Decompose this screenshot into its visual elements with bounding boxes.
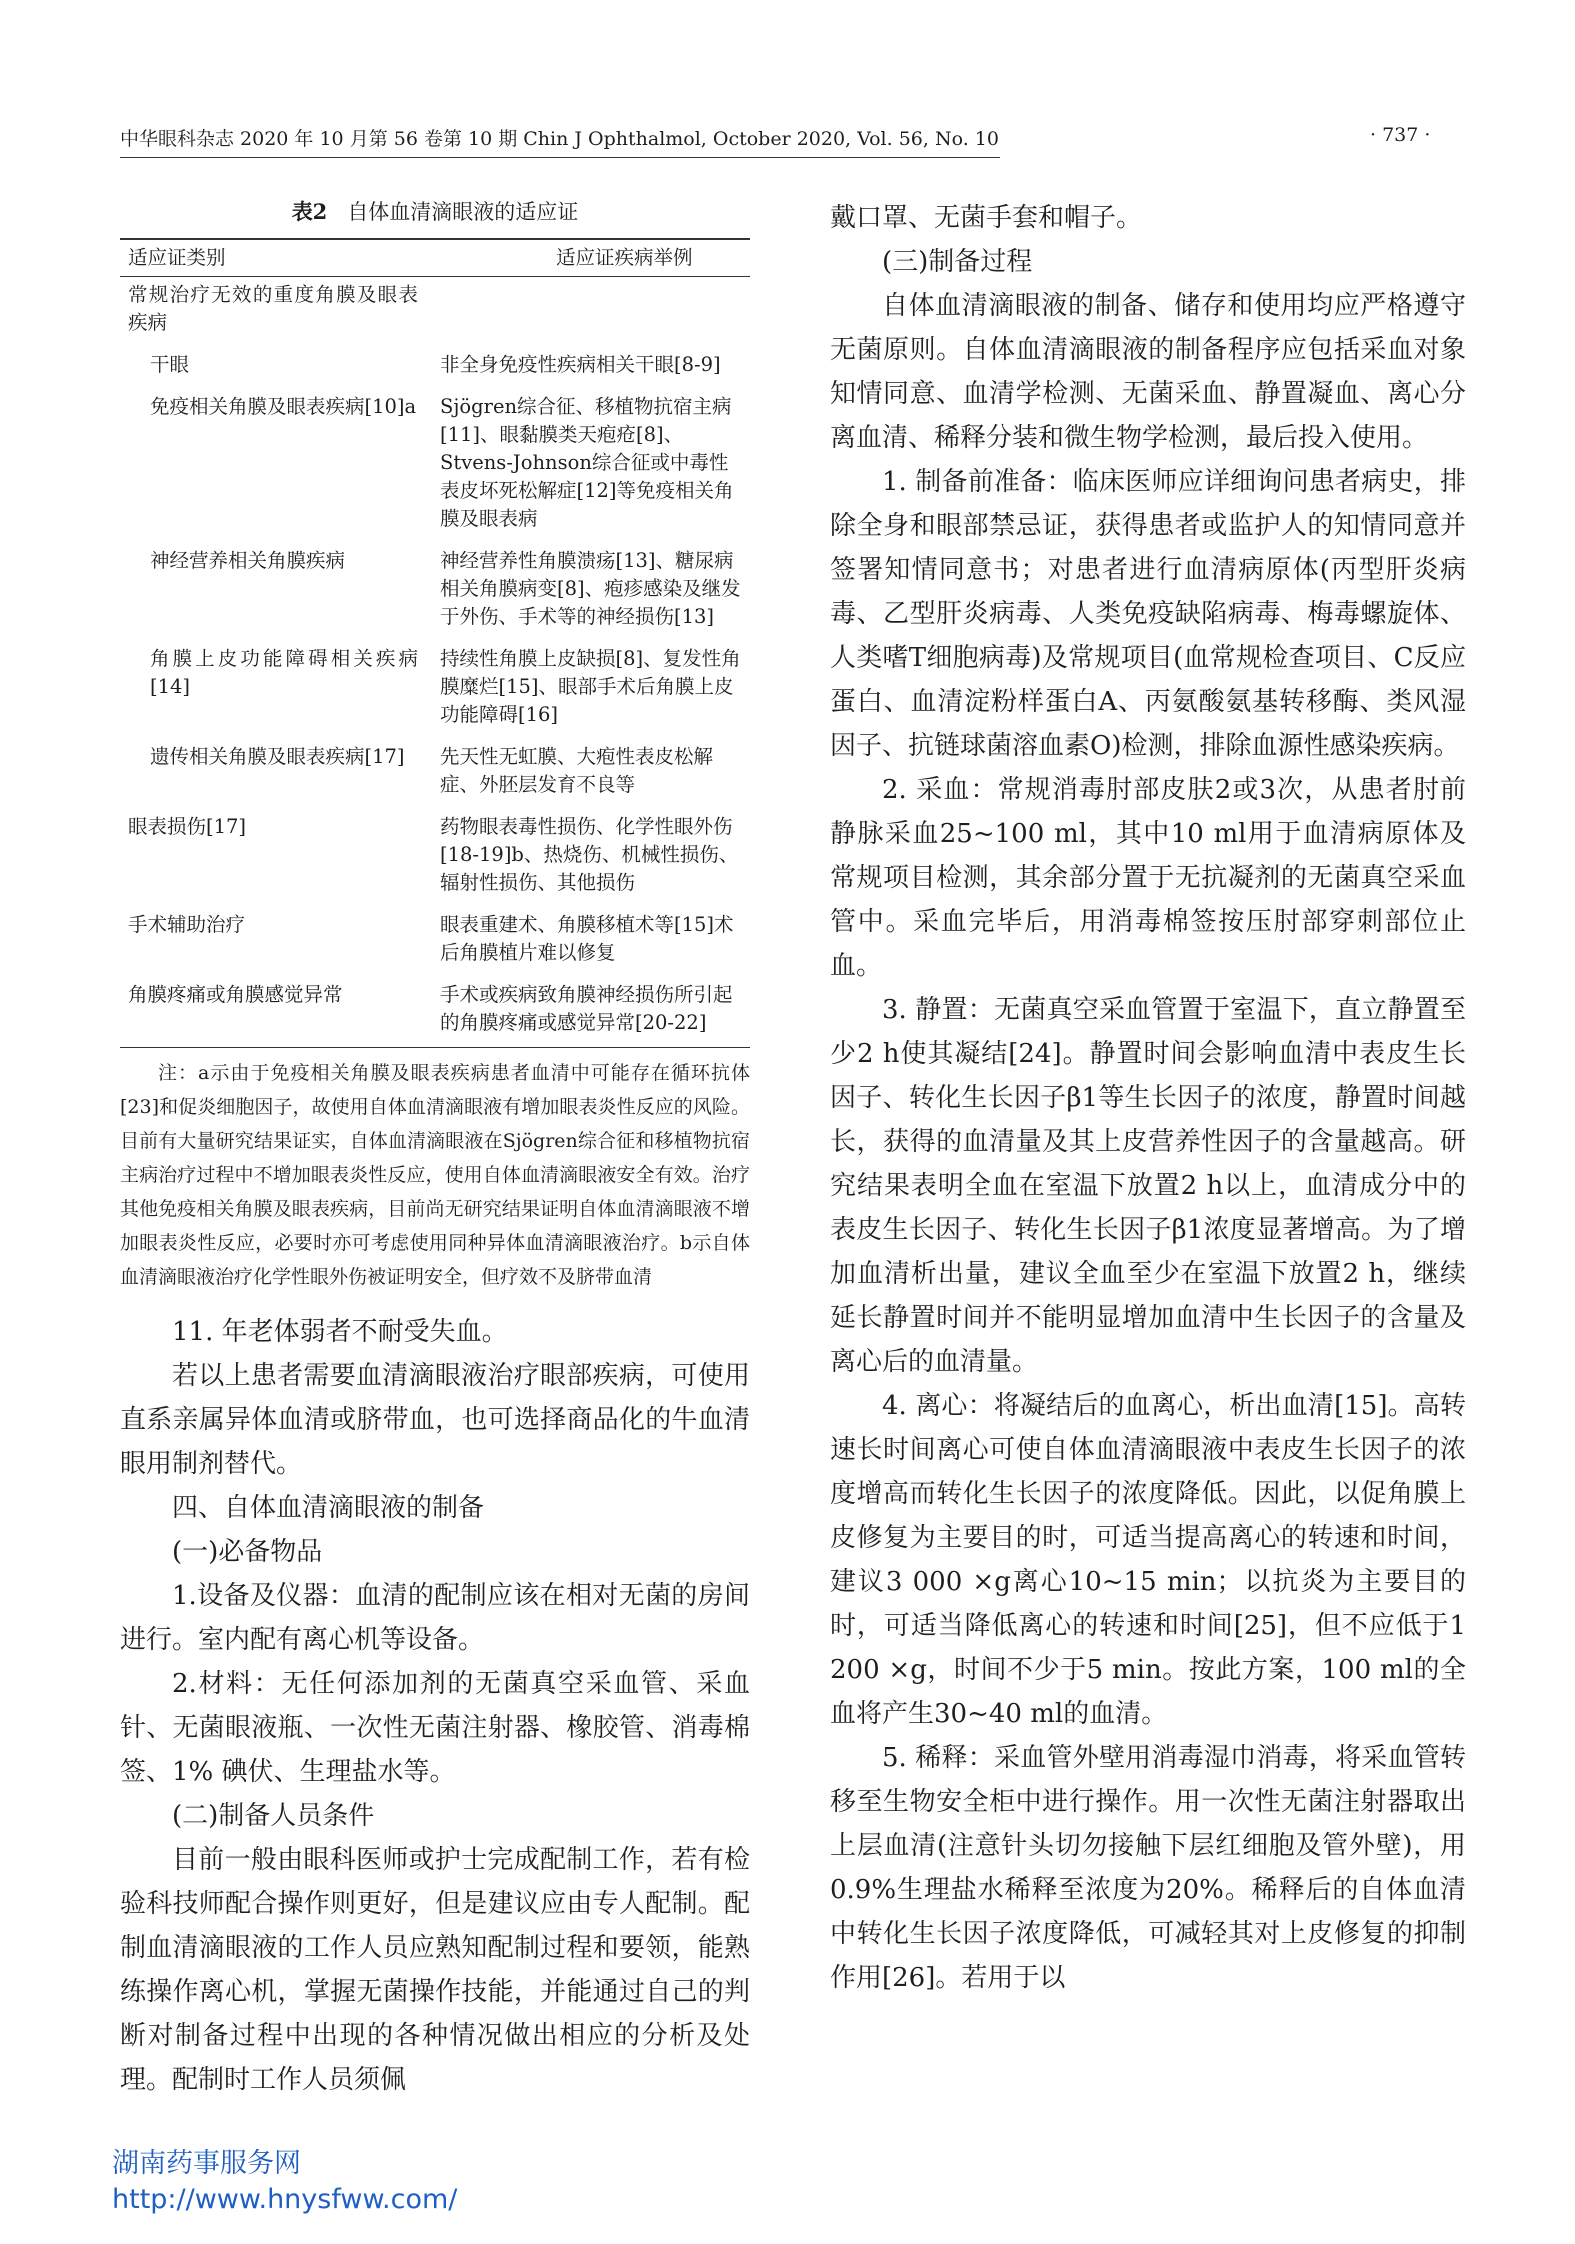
table-cell-category: 常规治疗无效的重度角膜及眼表疾病	[128, 283, 418, 334]
paragraph: 1.设备及仪器：血清的配制应该在相对无菌的房间进行。室内配有离心机等设备。	[120, 1581, 750, 1655]
table-cell-category: 神经营养相关角膜疾病	[150, 549, 346, 572]
indications-table	[120, 238, 750, 1048]
paragraph: 3. 静置：无菌真空采血管置于室温下，直立静置至少2 h使其凝结[24]。静置时间会影响血清中表皮生长因子、转化生长因子β1等生长因子的浓度，静置时间越长，获得的血清量及其上皮营养性因子的含量越高。研究结果表明全血在室温下放置2 h以上，血清成分中的表皮生长因子、转化生长因子β1浓度显著增高。为了增加血清析出量，建议全血至少在室温下放置2 h，继续延长静置时间并不能明显增加血清中生长因子的含量及离心后的血清量。	[830, 995, 1466, 1377]
table-cell-examples	[436, 277, 750, 348]
paragraph: 若以上患者需要血清滴眼液治疗眼部疾病，可使用直系亲属异体血清或脐带血，也可选择商品化的牛血清眼用制剂替代。	[120, 1361, 750, 1479]
table-cell-examples: Sjögren综合征、移植物抗宿主病[11]、眼黏膜类天疱疮[8]、Stvens-Johnson综合征或中毒性表皮坏死松解症[12]等免疫相关角膜及眼表病	[440, 395, 734, 530]
paragraph: 1. 制备前准备：临床医师应详细询问患者病史，排除全身和眼部禁忌证，获得患者或监护人的知情同意并签署知情同意书；对患者进行血清病原体(丙型肝炎病毒、乙型肝炎病毒、人类免疫缺陷病毒、梅毒螺旋体、人类嗜T细胞病毒)及常规项目(血常规检查项目、C反应蛋白、血清淀粉样蛋白A、丙氨酸氨基转移酶、类风湿因子、抗链球菌溶血素O)检测，排除血源性感染疾病。	[830, 467, 1466, 761]
paragraph: 2. 采血：常规消毒肘部皮肤2或3次，从患者肘前静脉采血25~100 ml，其中10 ml用于血清病原体及常规项目检测，其余部分置于无抗凝剂的无菌真空采血管中。采血完毕后，用消毒棉签按压肘部穿刺部位止血。	[830, 775, 1466, 981]
table-row	[120, 907, 750, 977]
watermark	[112, 2146, 457, 2218]
table-note: 注：a示由于免疫相关角膜及眼表疾病患者血清中可能存在循环抗体[23]和促炎细胞因子，故使用自体血清滴眼液有增加眼表炎性反应的风险。目前有大量研究结果证实，自体血清滴眼液在Sjögren综合征和移植物抗宿主病治疗过程中不增加眼表炎性反应，使用自体血清滴眼液安全有效。治疗其他免疫相关角膜及眼表疾病，目前尚无研究结果证明自体血清滴眼液不增加眼表炎性反应，必要时亦可考虑使用同种异体血清滴眼液治疗。b示自体血清滴眼液治疗化学性眼外伤被证明安全，但疗效不及脐带血清	[120, 1062, 750, 1288]
paragraph: 戴口罩、无菌手套和帽子。	[830, 203, 1143, 233]
table-header-examples: 适应证疾病举例	[436, 239, 750, 277]
table-cell-examples: 非全身免疫性疾病相关干眼[8-9]	[440, 353, 721, 376]
watermark-site-name: 湖南药事服务网	[112, 2148, 301, 2179]
paragraph: 自体血清滴眼液的制备、储存和使用均应严格遵守无菌原则。自体血清滴眼液的制备程序应包括采血对象知情同意、血清学检测、无菌采血、静置凝血、离心分离血清、稀释分装和微生物学检测，最后投入使用。	[830, 291, 1466, 453]
paragraph: 目前一般由眼科医师或护士完成配制工作，若有检验科技师配合操作则更好，但是建议应由专人配制。配制血清滴眼液的工作人员应熟知配制过程和要领，能熟练操作离心机，掌握无菌操作技能，并能通过自己的判断对制备过程中出现的各种情况做出相应的分析及处理。配制时工作人员须佩	[120, 1845, 750, 2095]
table-cell-category: 角膜上皮功能障碍相关疾病[14]	[150, 647, 418, 698]
table-title: 自体血清滴眼液的适应证	[347, 200, 579, 224]
paragraph: 4. 离心：将凝结后的血离心，析出血清[15]。高转速长时间离心可使自体血清滴眼液中表皮生长因子的浓度增高而转化生长因子的浓度降低。因此，以促角膜上皮修复为主要目的时，可适当提高离心的转速和时间，建议3 000 ×g离心10~15 min；以抗炎为主要目的时，可适当降低离心的转速和时间[25]，但不应低于1 200 ×g，时间不少于5 min。按此方案，100 ml的全血将产生30~40 ml的血清。	[830, 1391, 1466, 1729]
paragraph: 2.材料：无任何添加剂的无菌真空采血管、采血针、无菌眼液瓶、一次性无菌注射器、橡胶管、消毒棉签、1% 碘伏、生理盐水等。	[120, 1669, 750, 1787]
paragraph: 5. 稀释：采血管外壁用消毒湿巾消毒，将采血管转移至生物安全柜中进行操作。用一次性无菌注射器取出上层血清(注意针头切勿接触下层红细胞及管外壁)，用0.9%生理盐水稀释至浓度为20%。稀释后的自体血清中转化生长因子浓度降低，可减轻其对上皮修复的抑制作用[26]。若用于以	[830, 1743, 1466, 1993]
journal-header: 中华眼科杂志 2020 年 10 月第 56 卷第 10 期 Chin J Ophthalmol, October 2020, Vol. 56, No. 10	[120, 124, 1000, 158]
left-column	[120, 196, 750, 2102]
table-cell-category: 眼表损伤[17]	[128, 815, 247, 838]
page-number: · 737 ·	[1370, 124, 1431, 146]
table-row	[120, 809, 750, 907]
watermark-url[interactable]: http://www.hnysfww.com/	[112, 2184, 458, 2215]
table-cell-examples: 眼表重建术、角膜移植术等[15]术后角膜植片难以修复	[440, 913, 734, 964]
table-cell-category: 免疫相关角膜及眼表疾病[10]a	[150, 395, 417, 418]
table-number: 表2	[291, 199, 328, 224]
subsection-heading: (二)制备人员条件	[172, 1801, 375, 1831]
paragraph: 11. 年老体弱者不耐受失血。	[172, 1317, 508, 1347]
table-row	[120, 739, 750, 809]
table-header-category: 适应证类别	[120, 239, 436, 277]
table-cell-examples: 手术或疾病致角膜神经损伤所引起的角膜疼痛或感觉异常[20-22]	[436, 977, 750, 1048]
table-caption	[120, 196, 750, 226]
table-cell-category: 干眼	[150, 353, 190, 376]
subsection-heading: (一)必备物品	[172, 1537, 323, 1567]
section-heading: 四、自体血清滴眼液的制备	[172, 1493, 485, 1523]
table-row	[120, 277, 750, 348]
table-row	[120, 543, 750, 641]
table-cell-examples: 药物眼表毒性损伤、化学性眼外伤[18-19]b、热烧伤、机械性损伤、辐射性损伤、其他损伤	[440, 815, 739, 894]
table-row	[120, 347, 750, 389]
table-cell-examples: 持续性角膜上皮缺损[8]、复发性角膜糜烂[15]、眼部手术后角膜上皮功能障碍[16]	[440, 647, 741, 726]
table-row	[120, 977, 750, 1048]
left-body-text	[120, 1310, 750, 2102]
table-cell-category: 手术辅助治疗	[128, 913, 246, 936]
table-cell-category: 角膜疼痛或角膜感觉异常	[120, 977, 436, 1048]
table-cell-category: 遗传相关角膜及眼表疾病[17]	[150, 745, 405, 768]
right-column	[830, 196, 1466, 2000]
table-cell-examples: 先天性无虹膜、大疱性表皮松解症、外胚层发育不良等	[440, 745, 714, 796]
table-cell-examples: 神经营养性角膜溃疡[13]、糖尿病相关角膜病变[8]、疱疹感染及继发于外伤、手术等的神经损伤[13]	[440, 549, 741, 628]
table-row	[120, 389, 750, 543]
table-row	[120, 641, 750, 739]
subsection-heading: (三)制备过程	[882, 247, 1033, 277]
